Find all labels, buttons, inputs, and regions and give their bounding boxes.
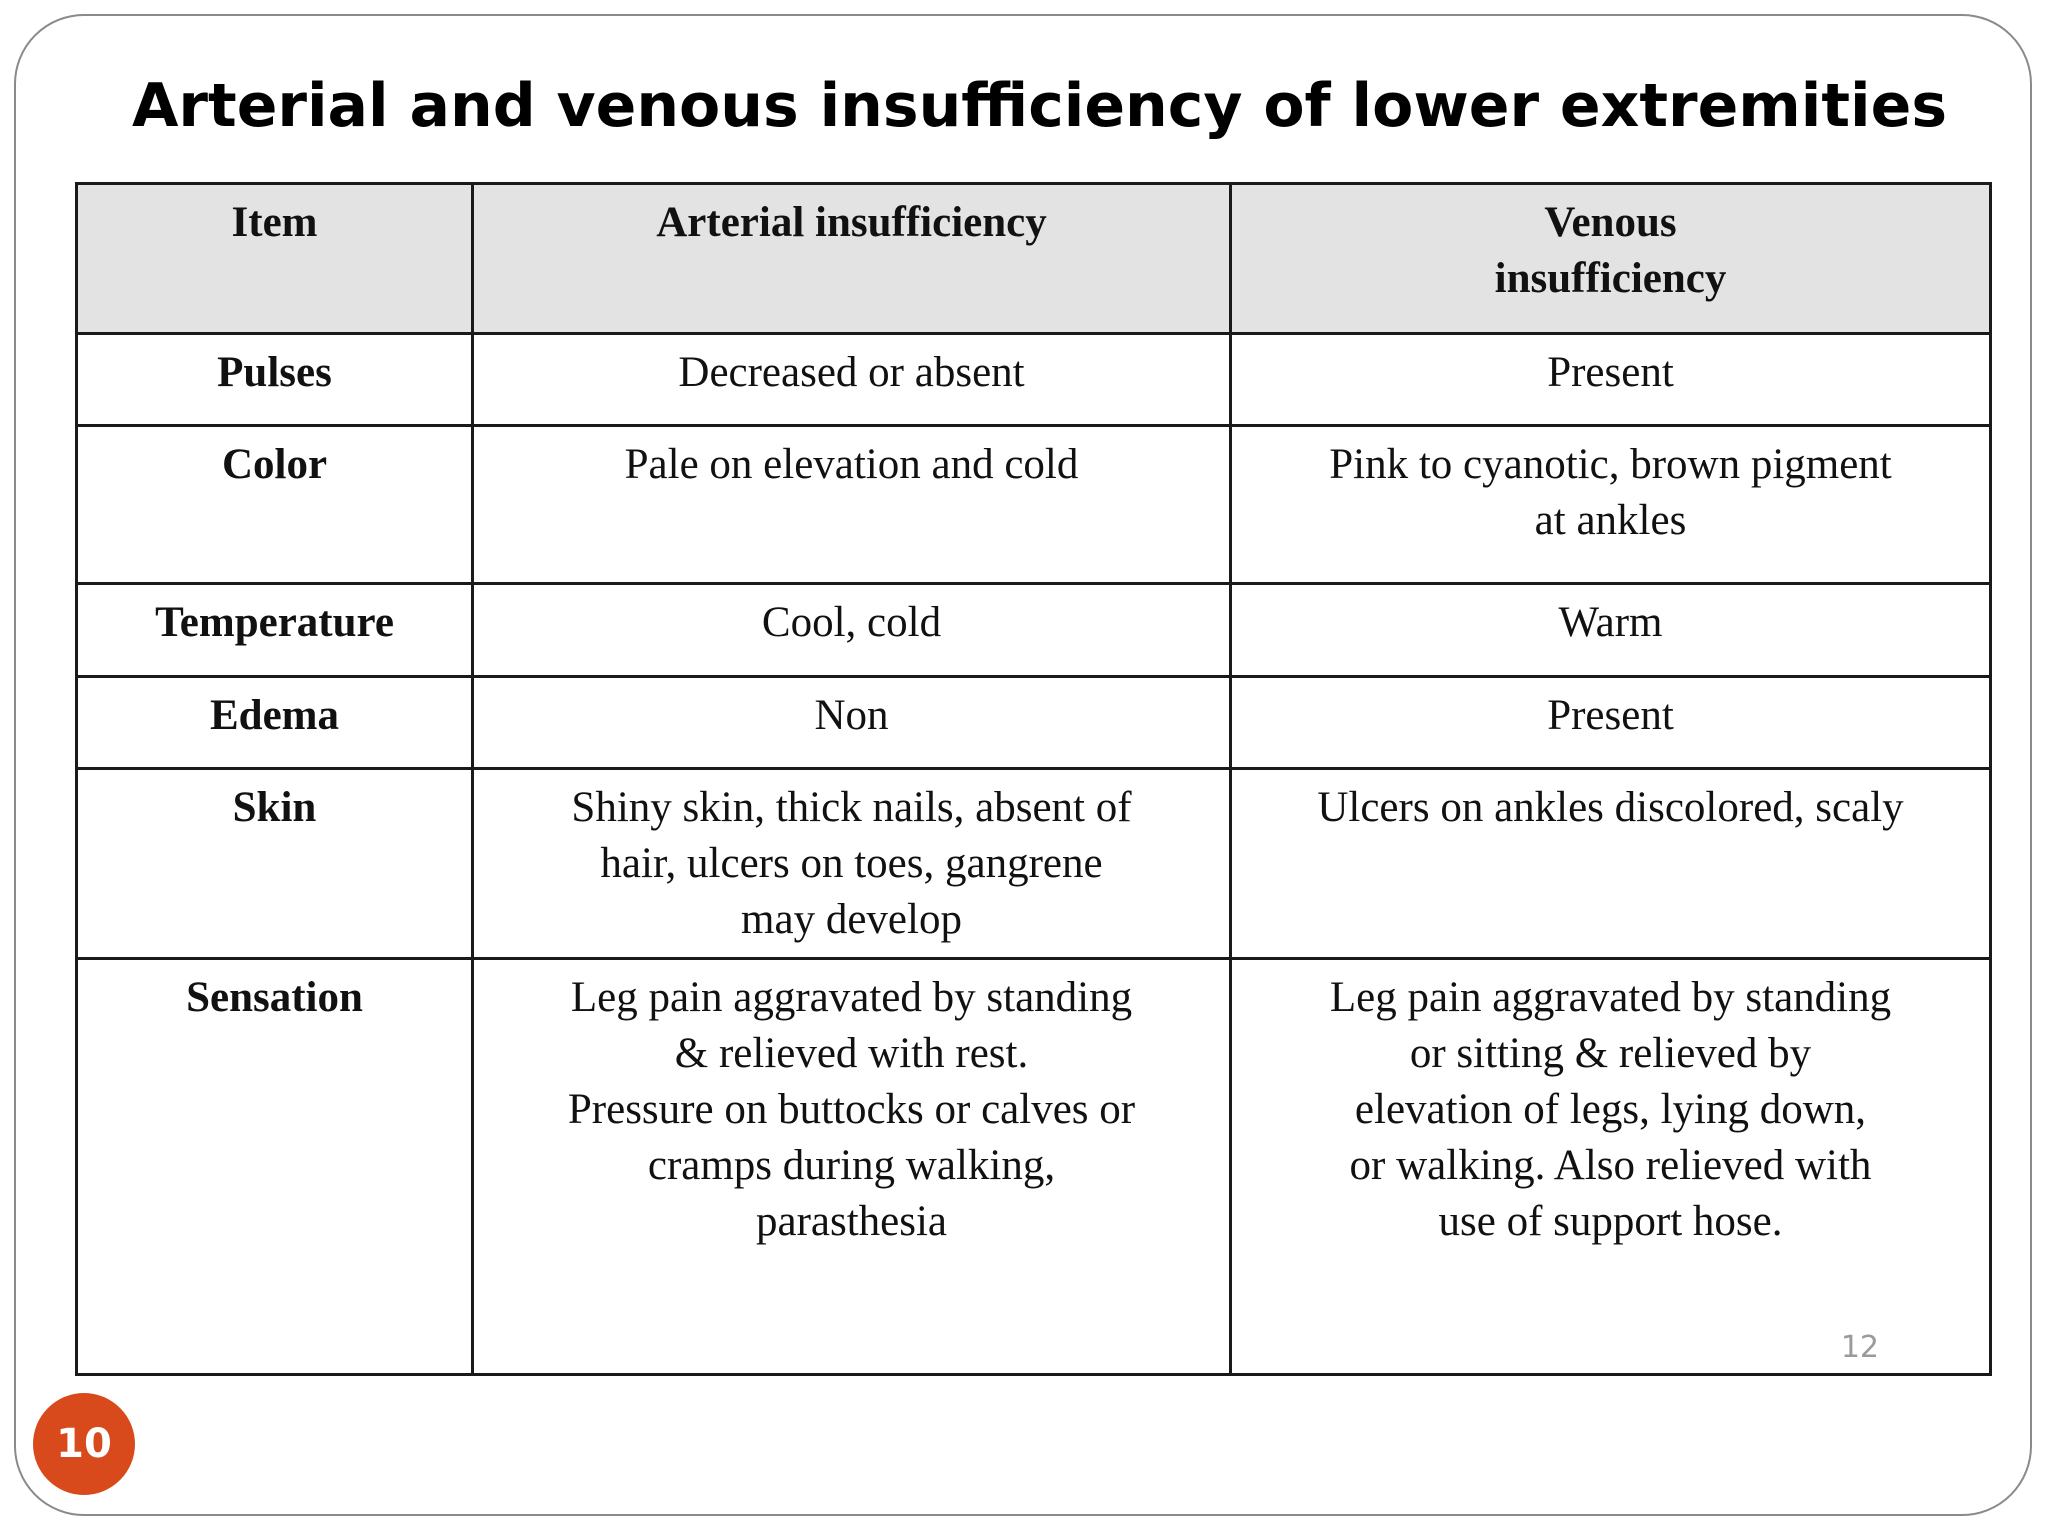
- slide-number-badge: 10: [33, 1393, 135, 1495]
- venous-cell: Ulcers on ankles discolored, scaly: [1231, 769, 1991, 959]
- row-item-label: Skin: [77, 769, 473, 959]
- table-row: [77, 584, 1991, 677]
- table-row: [77, 334, 1991, 426]
- header-arterial: Arterial insufficiency: [473, 184, 1231, 334]
- venous-cell: Warm: [1231, 584, 1991, 677]
- venous-cell: Present: [1231, 677, 1991, 769]
- comparison-table: [75, 182, 1992, 1376]
- arterial-cell: Decreased or absent: [473, 334, 1231, 426]
- row-item-label: Color: [77, 426, 473, 584]
- page-title: Arterial and venous insufficiency of lower extremities: [132, 71, 1948, 141]
- arterial-cell: Non: [473, 677, 1231, 769]
- header-item: Item: [77, 184, 473, 334]
- table-row: [77, 959, 1991, 1375]
- venous-cell: Leg pain aggravated by standing or sitting & relieved by elevation of legs, lying down, or walking. Also relieved with use of support hose.: [1329, 974, 1892, 1245]
- table-row: [77, 426, 1991, 584]
- embedded-page-number: 12: [1840, 1330, 1879, 1365]
- row-item-label: Temperature: [77, 584, 473, 677]
- table-row: [77, 677, 1991, 769]
- row-item-label: Pulses: [77, 334, 473, 426]
- venous-cell: Pink to cyanotic, brown pigment at ankles: [1231, 426, 1991, 584]
- header-venous: Venous insufficiency: [1231, 184, 1991, 334]
- venous-cell: Present: [1231, 334, 1991, 426]
- row-item-label: Sensation: [77, 959, 473, 1375]
- arterial-cell: Cool, cold: [473, 584, 1231, 677]
- table-row: [77, 769, 1991, 959]
- table-header-row: [77, 184, 1991, 334]
- arterial-cell: Shiny skin, thick nails, absent of hair, ulcers on toes, gangrene may develop: [473, 769, 1231, 959]
- venous-cell-container: [1231, 959, 1991, 1375]
- arterial-cell: Leg pain aggravated by standing & relieved with rest. Pressure on buttocks or calves or cramps during walking, parasthesia: [473, 959, 1231, 1375]
- arterial-cell: Pale on elevation and cold: [473, 426, 1231, 584]
- row-item-label: Edema: [77, 677, 473, 769]
